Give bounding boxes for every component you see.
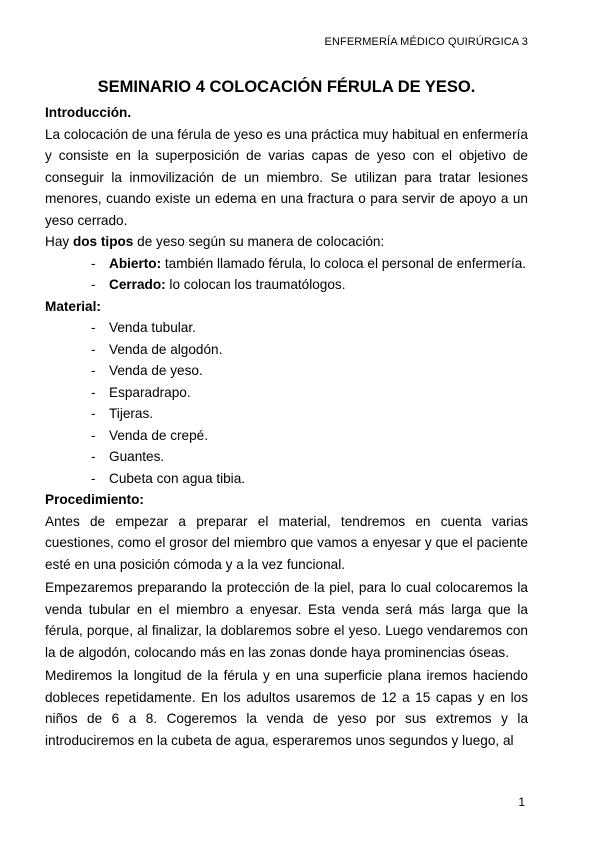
list-item	[45, 425, 528, 447]
list-item	[45, 403, 528, 425]
list-item	[45, 446, 528, 468]
types-prefix: Hay	[45, 234, 73, 249]
material-item: Guantes.	[109, 449, 165, 464]
material-item: Venda de yeso.	[109, 363, 203, 378]
list-dash: -	[91, 320, 96, 335]
list-dash: -	[91, 341, 96, 357]
running-header: ENFERMERÍA MÉDICO QUIRÚRGICA 3	[324, 36, 528, 48]
type-text: también llamado férula, lo coloca el personal de enfermería.	[161, 255, 527, 271]
type-label: Abierto:	[109, 255, 162, 271]
type-text: lo colocan los traumatólogos.	[165, 277, 346, 292]
material-item: Venda de algodón.	[109, 341, 223, 357]
list-item	[45, 253, 528, 275]
list-dash: -	[91, 449, 96, 464]
material-item: Venda de crepé.	[109, 427, 209, 443]
material-list	[45, 317, 528, 489]
material-item: Cubeta con agua tibia.	[109, 470, 246, 486]
list-item	[45, 339, 528, 361]
material-heading: Material:	[45, 298, 101, 314]
intro-paragraph: La colocación de una férula de yeso es una práctica muy habitual en enfermería y consiste en la superposición de varias capas de yeso con el objetivo de conseguir la inmovilización de un miembro. Se utilizan para tratar lesiones menores, cuando existe un edema en una fractura o para servir de apoyo a un yeso cerrado.	[45, 126, 528, 228]
material-item: Venda tubular.	[109, 320, 196, 335]
document-title: SEMINARIO 4 COLOCACIÓN FÉRULA DE YESO.	[97, 78, 476, 96]
types-sentence	[45, 231, 528, 253]
list-item	[45, 317, 528, 339]
type-label: Cerrado:	[109, 277, 166, 292]
intro-heading: Introducción.	[45, 105, 132, 120]
procedure-paragraph: Mediremos la longitud de la férula y en una superficie plana iremos haciendo dobleces repetidamente. En los adultos usaremos de 12 a 15 capas y en los niños de 6 a 8. Cogeremos la venda de yeso por sus extremos y la introduciremos en la cubeta de agua, esperaremos unos segundos y luego, al	[45, 668, 528, 748]
list-item	[45, 360, 528, 382]
procedure-paragraph: Antes de empezar a preparar el material, tendremos en cuenta varias cuestiones, como el grosor del miembro que vamos a enyesar y que el paciente esté en una posición cómoda y a la vez funcional.	[45, 513, 528, 572]
list-dash: -	[91, 406, 96, 421]
list-dash: -	[91, 277, 96, 292]
types-list	[45, 253, 528, 296]
list-dash: -	[91, 363, 96, 378]
list-item	[45, 382, 528, 404]
document-body	[45, 76, 528, 751]
list-item	[45, 274, 528, 296]
types-suffix: de yeso según su manera de colocación:	[133, 234, 385, 249]
list-dash: -	[91, 384, 96, 400]
page-number: 1	[518, 795, 525, 809]
list-dash: -	[91, 255, 96, 271]
list-dash: -	[91, 470, 96, 486]
procedure-heading: Procedimiento:	[45, 492, 144, 507]
material-item: Tijeras.	[109, 406, 154, 421]
list-item	[45, 468, 528, 490]
material-item: Esparadrapo.	[109, 384, 191, 400]
procedure-paragraph: Empezaremos preparando la protección de la piel, para lo cual colocaremos la venda tubular en el miembro a enyesar. Esta venda será más larga que la férula, porque, al finalizar, la doblaremos sobre el yeso. Luego vendaremos con la de algodón, colocando más en las zonas donde haya prominencias óseas.	[45, 580, 528, 660]
types-bold: dos tipos	[72, 234, 134, 249]
list-dash: -	[91, 427, 96, 443]
